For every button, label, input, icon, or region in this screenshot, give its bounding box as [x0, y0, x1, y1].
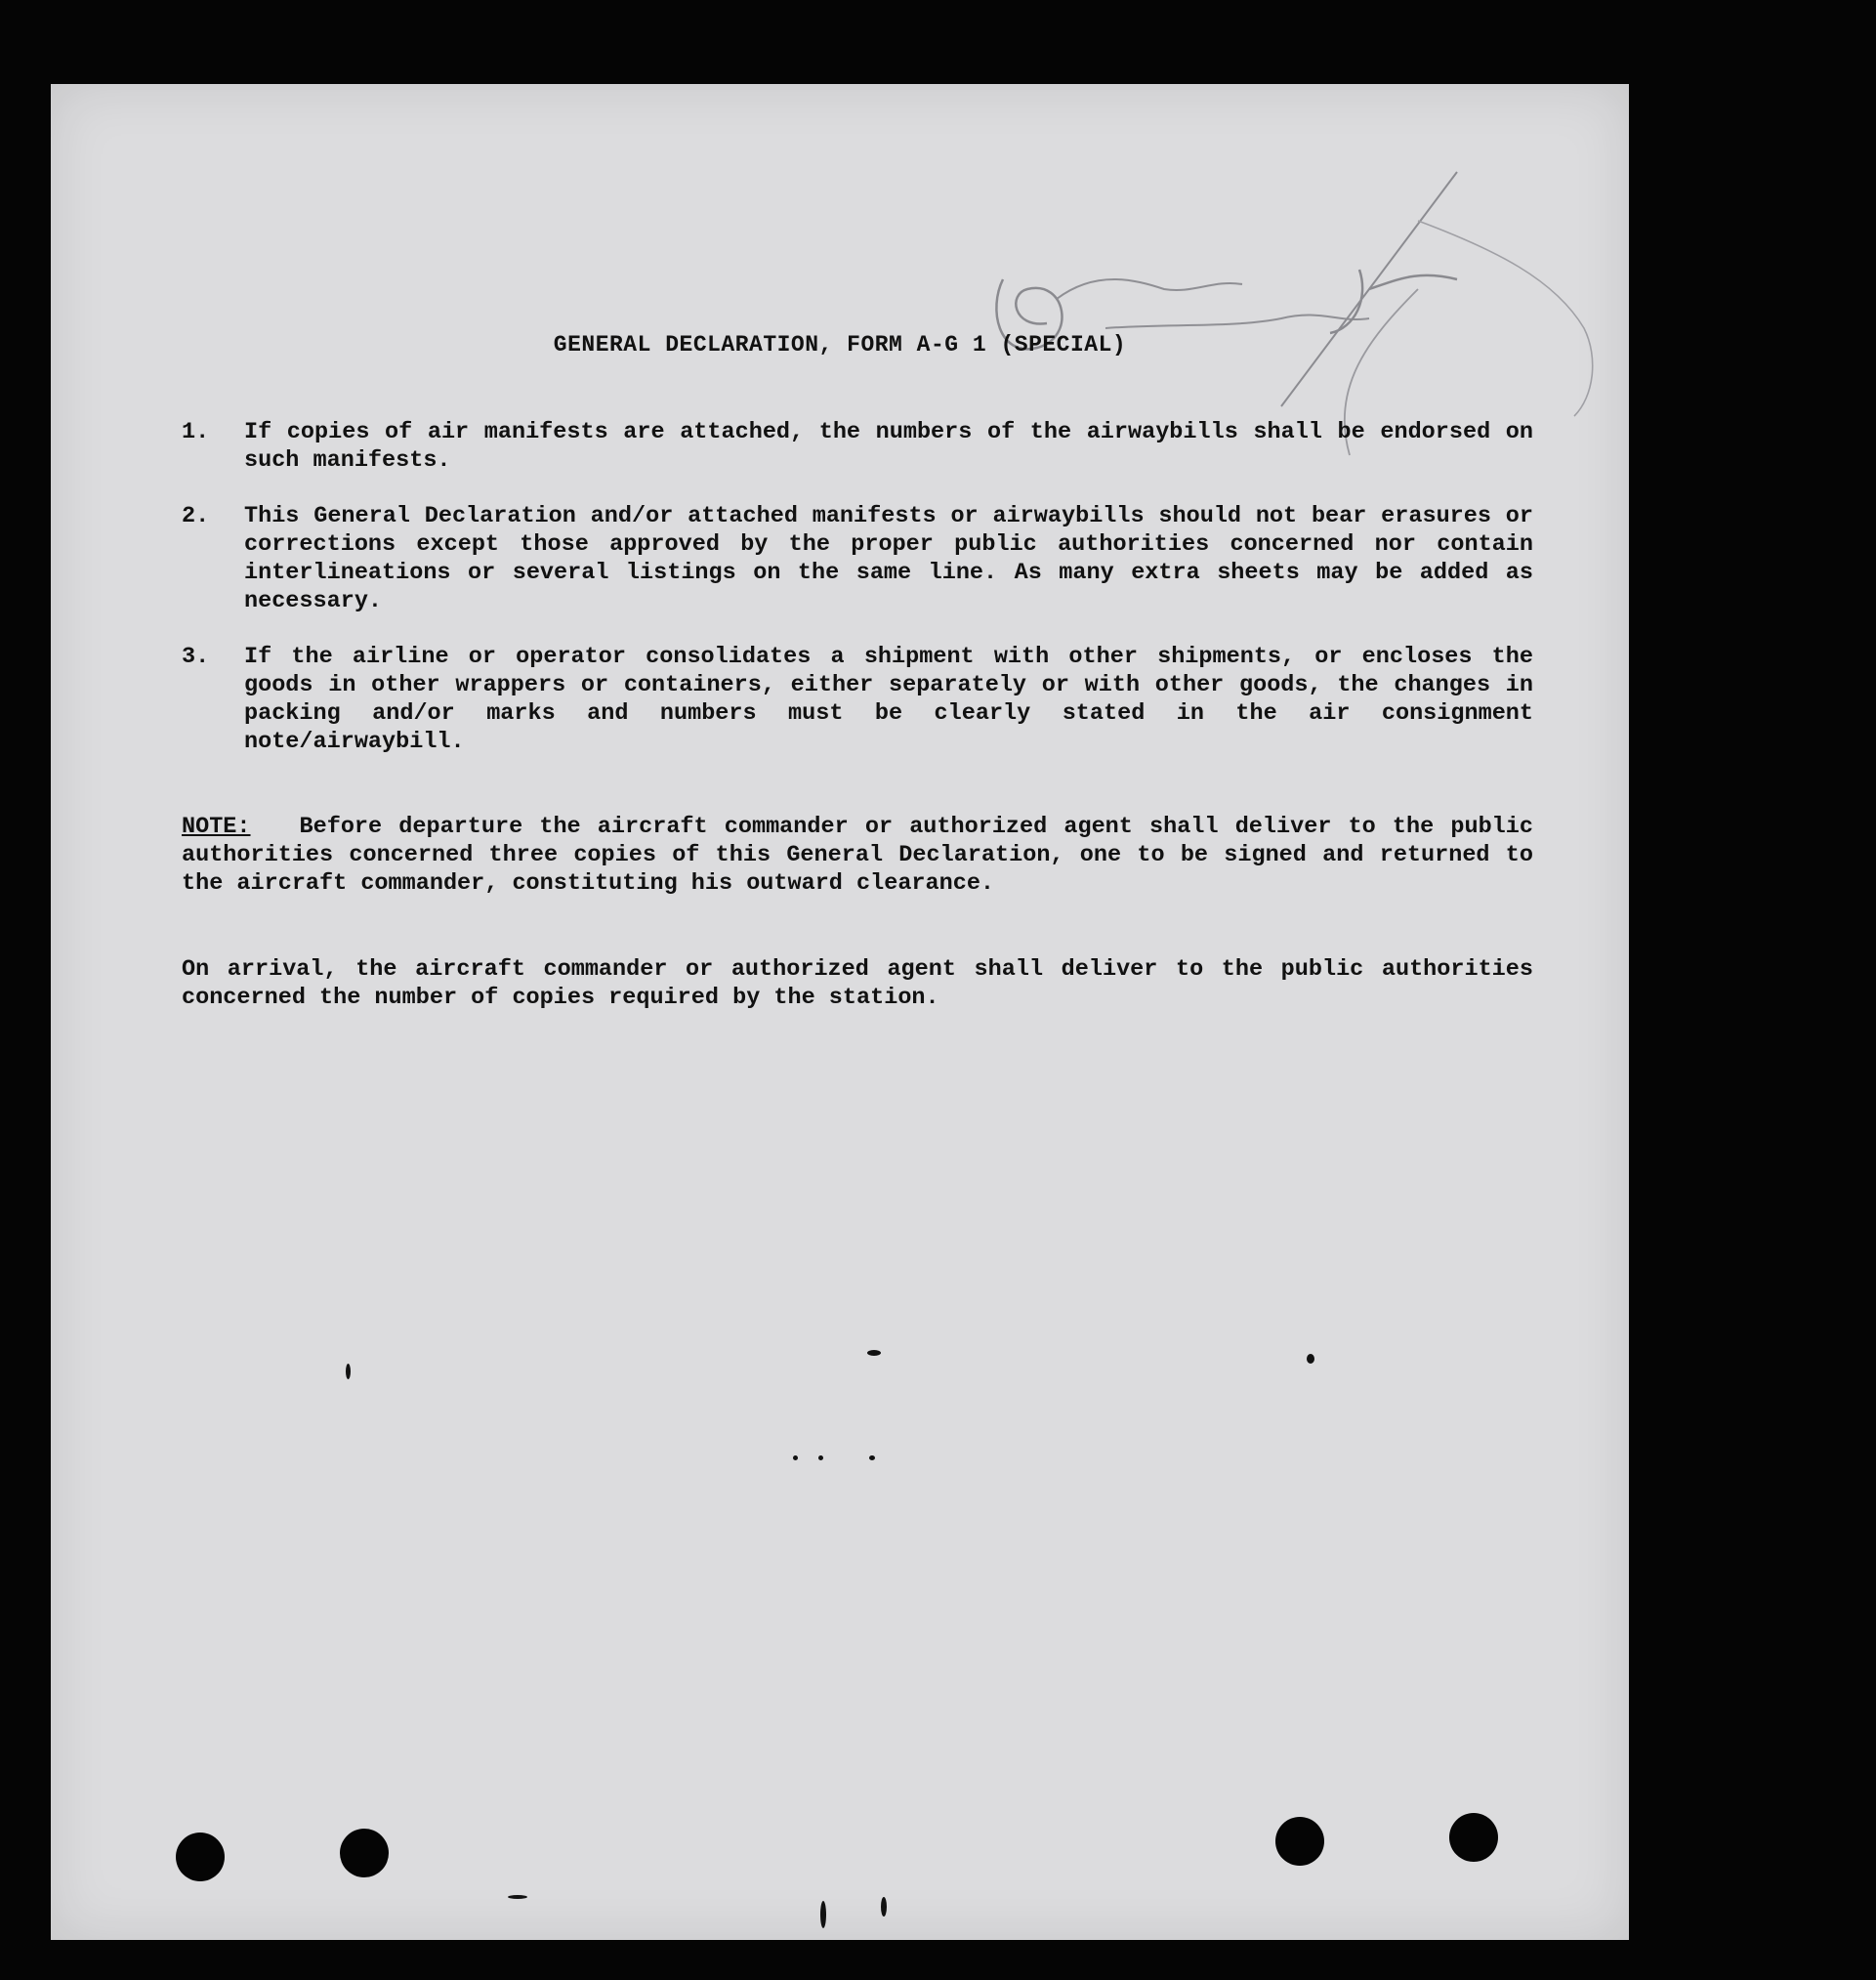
item-text: If copies of air manifests are attached, the numbers of the airwaybills shall be endorsed on such manifests.: [244, 419, 1533, 474]
punch-hole: [176, 1833, 225, 1881]
ink-speck: [818, 1455, 823, 1460]
item-text: If the airline or operator consolidates a shipment with other shipments, or encloses the goods in other wrappers or containers, either separately or with other goods, the changes in packing and/or marks and numbers must be clearly stated in the air consignment note/airwaybill.: [244, 644, 1533, 755]
note-paragraph: [182, 813, 1533, 898]
ink-speck: [867, 1350, 881, 1356]
item-number: 1.: [182, 419, 210, 445]
item-number: 2.: [182, 503, 210, 529]
arrival-paragraph: On arrival, the aircraft commander or authorized agent shall deliver to the public authorities concerned the number of copies required by the station.: [182, 956, 1533, 1011]
ink-speck: [508, 1895, 527, 1899]
note-label: NOTE:: [182, 814, 251, 840]
ink-speck: [869, 1455, 875, 1460]
ink-speck: [1307, 1354, 1314, 1364]
ink-speck: [793, 1455, 798, 1460]
form-title: GENERAL DECLARATION, FORM A-G 1 (SPECIAL): [553, 332, 1127, 358]
instruction-item-2: [182, 502, 1533, 615]
ink-speck: [881, 1897, 887, 1917]
instruction-item-3: [182, 643, 1533, 756]
note-text: Before departure the aircraft commander or authorized agent shall deliver to the public authorities concerned three copies of this General Declaration, one to be signed and returned to the aircraft commander, constituting his outward clearance.: [182, 814, 1533, 897]
item-text: This General Declaration and/or attached manifests or airwaybills should not bear erasures or corrections except those approved by the proper public authorities concerned nor contain interlineations or several listings on the same line. As many extra sheets may be added as necessary.: [244, 503, 1533, 614]
ink-speck: [820, 1901, 826, 1928]
punch-hole: [340, 1829, 389, 1877]
punch-hole: [1275, 1817, 1324, 1866]
punch-hole: [1449, 1813, 1498, 1862]
ink-speck: [346, 1364, 351, 1379]
item-number: 3.: [182, 644, 210, 670]
document-page: [51, 84, 1629, 1940]
instruction-item-1: [182, 418, 1533, 475]
